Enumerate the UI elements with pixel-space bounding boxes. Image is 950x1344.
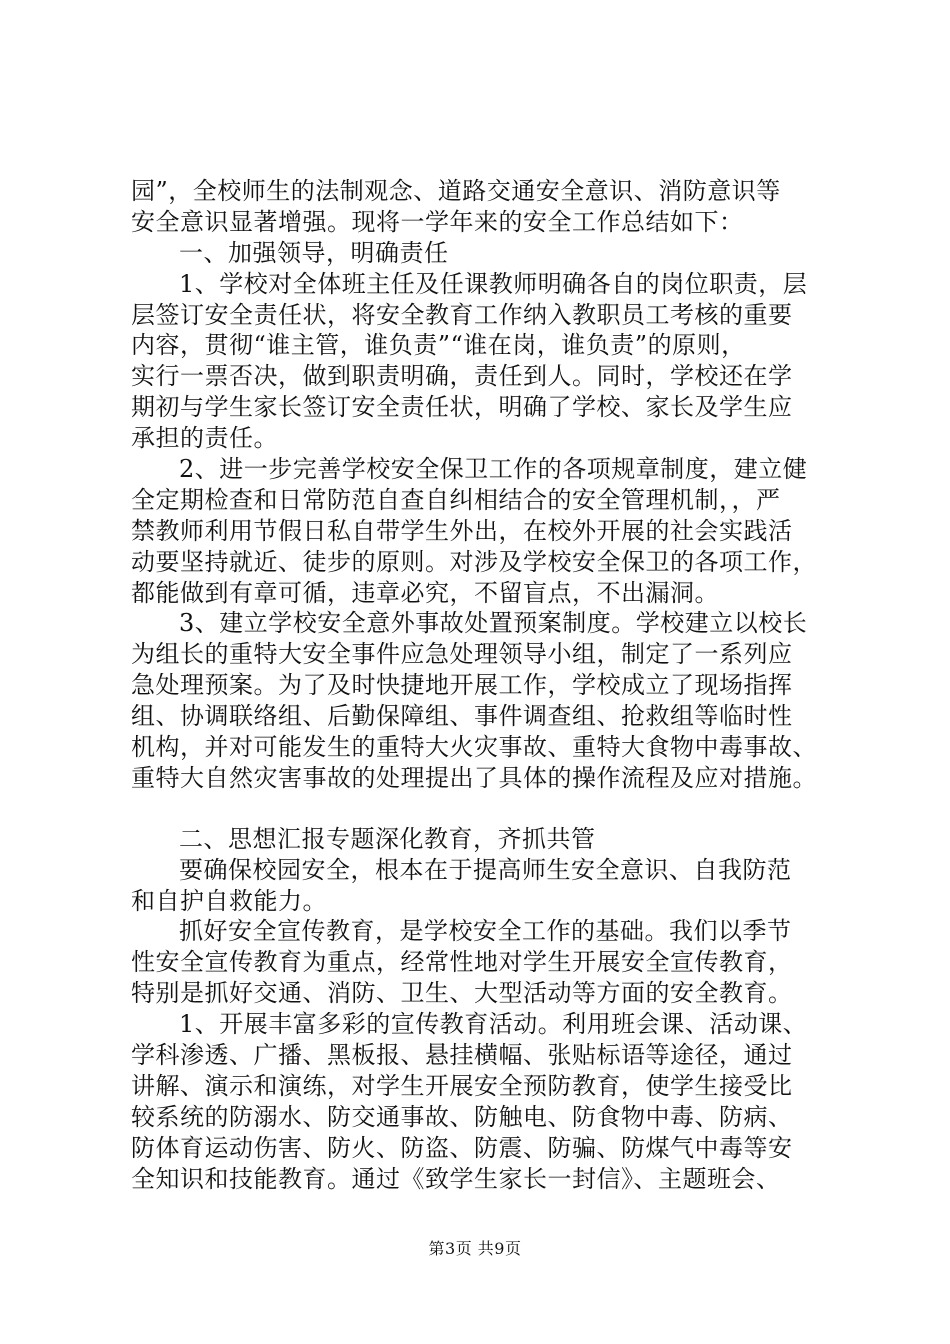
text-line: 学科渗透、广播、黑板报、悬挂横幅、张贴标语等途径，通过 [131, 1041, 793, 1070]
text-line: 全定期检查和日常防范自查自纠相结合的安全管理机制，，严 [131, 485, 781, 514]
text-line: 3、建立学校安全意外事故处置预案制度。学校建立以校长 [179, 609, 808, 638]
text-line: 特别是抓好交通、消防、卫生、大型活动等方面的安全教育。 [131, 979, 793, 1008]
document-body [131, 176, 831, 1195]
text-line: 内容，贯彻“谁主管，谁负责”“谁在岗，谁负责”的原则， [131, 331, 746, 360]
text-line: 防体育运动伤害、防火、防盗、防震、防骗、防煤气中毒等安 [131, 1133, 793, 1162]
text-line: 禁教师利用节假日私自带学生外出，在校外开展的社会实践活 [131, 516, 793, 545]
text-line: 2、进一步完善学校安全保卫工作的各项规章制度，建立健 [179, 455, 808, 484]
text-line: 较系统的防溺水、防交通事故、防触电、防食物中毒、防病、 [131, 1102, 793, 1131]
text-line: 要确保校园安全，根本在于提高师生安全意识、自我防范 [179, 855, 792, 884]
text-line: 重特大自然灾害事故的处理提出了具体的操作流程及应对措施。 [131, 763, 817, 792]
text-line: 性安全宣传教育为重点，经常性地对学生开展安全宣传教育， [131, 948, 793, 977]
text-line: 园”，全校师生的法制观念、道路交通安全意识、消防意识等 [131, 177, 781, 205]
text-line: 1、开展丰富多彩的宣传教育活动。利用班会课、活动课、 [179, 1010, 808, 1039]
text-line: 都能做到有章可循，违章必究，不留盲点，不出漏洞。 [131, 578, 719, 607]
text-line: 安全意识显著增强。现将一学年来的安全工作总结如下： [131, 207, 744, 236]
section-heading: 一、加强领导，明确责任 [179, 238, 449, 267]
paragraph-gap [131, 794, 831, 824]
text-line: 动要坚持就近、徒步的原则。对涉及学校安全保卫的各项工作， [131, 547, 817, 576]
text-line: 全知识和技能教育。通过《致学生家长一封信》、主题班会、 [131, 1164, 781, 1193]
text-line: 1、学校对全体班主任及任课教师明确各自的岗位职责，层 [179, 269, 808, 298]
text-line: 为组长的重特大安全事件应急处理领导小组，制定了一系列应 [131, 640, 793, 669]
page-number: 第3页 共9页 [428, 1239, 522, 1258]
text-line: 和自护自救能力。 [131, 886, 327, 915]
text-line: 期初与学生家长签订安全责任状，明确了学校、家长及学生应 [131, 393, 793, 422]
text-line: 实行一票否决，做到职责明确，责任到人。同时，学校还在学 [131, 362, 793, 391]
text-line: 机构，并对可能发生的重特大火灾事故、重特大食物中毒事故、 [131, 733, 817, 762]
text-line: 层签订安全责任状，将安全教育工作纳入教职员工考核的重要 [131, 300, 793, 329]
text-line: 承担的责任。 [131, 424, 278, 453]
text-line: 组、协调联络组、后勤保障组、事件调查组、抢救组等临时性 [131, 702, 793, 731]
text-line: 急处理预案。为了及时快捷地开展工作，学校成立了现场指挥 [131, 671, 793, 700]
text-line: 讲解、演示和演练，对学生开展安全预防教育，使学生接受比 [131, 1071, 793, 1100]
page-footer [0, 1239, 950, 1259]
section-heading: 二、思想汇报专题深化教育，齐抓共管 [179, 824, 596, 853]
text-line: 抓好安全宣传教育，是学校安全工作的基础。我们以季节 [179, 917, 792, 946]
